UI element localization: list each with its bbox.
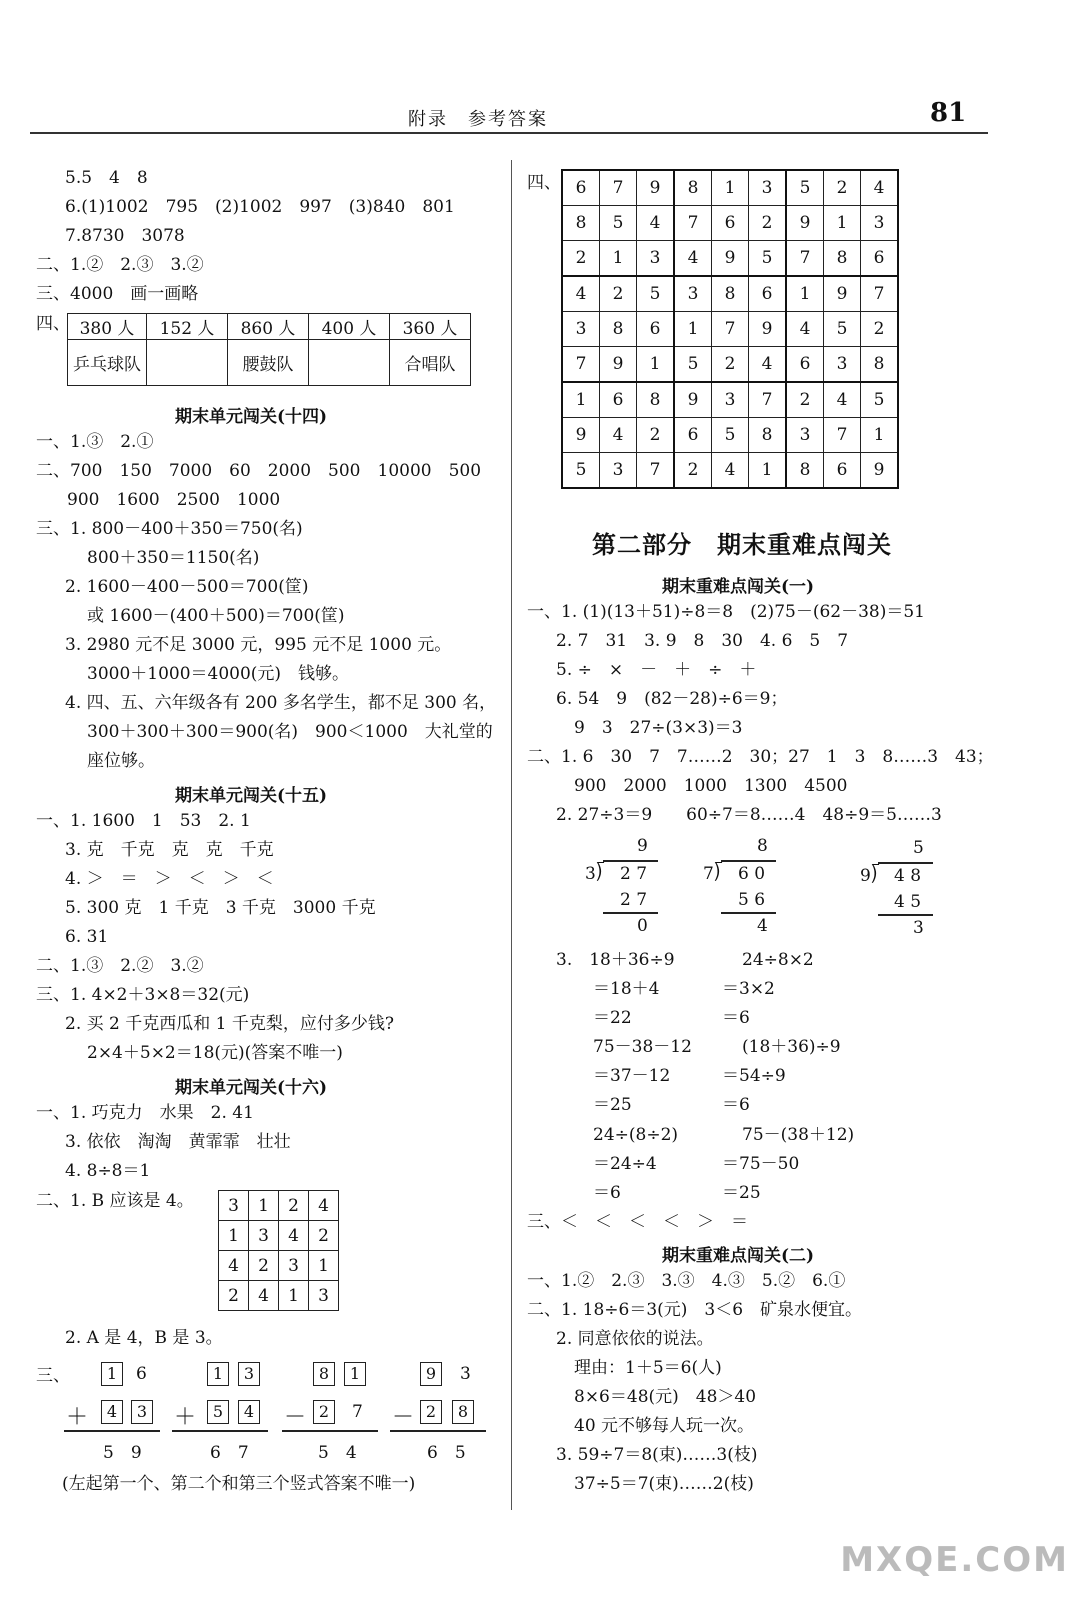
remainder: 3 bbox=[913, 918, 924, 938]
sum-line bbox=[64, 1430, 160, 1432]
grid-cell: 1 bbox=[600, 241, 637, 277]
grid-cell: 9 bbox=[637, 170, 675, 206]
answer-line: 一、1. (1)(13＋51)÷8＝8 (2)75－(62－38)＝51 bbox=[527, 602, 925, 622]
grid-cell: 5 bbox=[786, 170, 824, 206]
grid-cell: 3 bbox=[309, 1281, 339, 1311]
calc-step: 3. 18＋36÷9 bbox=[556, 950, 675, 970]
calc-step: ＝24÷4 bbox=[593, 1154, 657, 1174]
grid-cell: 8 bbox=[600, 312, 637, 347]
digit-box: 4 bbox=[238, 1400, 260, 1424]
grid-cell: 7 bbox=[637, 453, 675, 489]
remainder: 4 bbox=[757, 916, 768, 936]
answer-line: 3. 克 千克 克 克 千克 bbox=[65, 840, 274, 860]
section-title: 期末单元闯关(十四) bbox=[175, 407, 328, 427]
calc-step: ＝75－50 bbox=[722, 1154, 800, 1174]
grid-cell: 4 bbox=[712, 453, 749, 489]
digit-box: 1 bbox=[344, 1362, 366, 1386]
grid-cell: 9 bbox=[749, 312, 787, 347]
grid-cell: 5 bbox=[712, 418, 749, 453]
part-title: 第二部分 期末重难点闯关 bbox=[592, 530, 892, 559]
answer-line: 一、1. 巧克力 水果 2. 41 bbox=[36, 1103, 254, 1123]
grid-cell: 3 bbox=[562, 312, 600, 347]
digit-box: 1 bbox=[207, 1362, 229, 1386]
answer-line: 一、1. 1600 1 53 2. 1 bbox=[36, 811, 251, 831]
answer-line: 一、1.③ 2.① bbox=[36, 432, 154, 452]
division-bar bbox=[878, 862, 933, 864]
grid-cell: 4 bbox=[219, 1251, 249, 1281]
digit-box: 1 bbox=[101, 1362, 123, 1386]
quotient: 5 bbox=[913, 838, 924, 858]
grid-cell: 6 bbox=[824, 453, 861, 489]
sudoku-4x4 bbox=[218, 1190, 339, 1311]
answer-line: 6. 54 9 (82－28)÷6＝9； bbox=[556, 689, 788, 709]
grid-cell: 2 bbox=[600, 276, 637, 312]
answer-line: 2. A 是 4，B 是 3。 bbox=[65, 1328, 223, 1348]
grid-cell: 4 bbox=[562, 276, 600, 312]
grid-cell: 5 bbox=[674, 347, 712, 383]
remainder: 0 bbox=[637, 916, 648, 936]
product: 5 6 bbox=[738, 890, 766, 910]
grid-cell: 8 bbox=[861, 347, 899, 383]
grid-cell: 3 bbox=[861, 206, 899, 241]
calc-step: ＝22 bbox=[593, 1008, 632, 1028]
grid-cell: 4 bbox=[309, 1191, 339, 1221]
table-cell: 乒乓球队 bbox=[68, 340, 147, 386]
grid-cell: 5 bbox=[861, 382, 899, 418]
sudoku-9x9 bbox=[561, 169, 899, 489]
grid-cell: 6 bbox=[637, 312, 675, 347]
grid-cell: 4 bbox=[600, 418, 637, 453]
grid-cell: 3 bbox=[279, 1251, 309, 1281]
page-number: 81 bbox=[930, 98, 967, 128]
footnote: (左起第一个、第二个和第三个竖式答案不唯一) bbox=[62, 1474, 416, 1494]
watermark: MXQE.COM bbox=[840, 1540, 1069, 1580]
section-title: 期末重难点闯关(二) bbox=[662, 1246, 815, 1266]
grid-cell: 8 bbox=[674, 170, 712, 206]
table-cell: 400 人 bbox=[309, 314, 390, 340]
division-bracket: ⟌ bbox=[596, 861, 605, 885]
section-label: 四、 bbox=[527, 173, 561, 193]
result: 6 5 bbox=[427, 1443, 466, 1463]
answer-line: 三、1. 4×2＋3×8＝32(元) bbox=[36, 985, 250, 1005]
answer-line: 5.5 4 8 bbox=[65, 168, 148, 188]
grid-cell: 9 bbox=[861, 453, 899, 489]
answer-line: 900 2000 1000 1300 4500 bbox=[574, 776, 848, 796]
grid-cell: 3 bbox=[786, 418, 824, 453]
grid-cell: 7 bbox=[749, 382, 787, 418]
dividend: 4 8 bbox=[894, 866, 922, 886]
answer-line: 二、1. B 应该是 4。 bbox=[36, 1191, 194, 1211]
grid-cell: 2 bbox=[786, 382, 824, 418]
running-header: 附录 参考答案 bbox=[408, 109, 548, 130]
answer-line: 二、1.③ 2.② 3.② bbox=[36, 956, 204, 976]
grid-cell: 3 bbox=[637, 241, 675, 277]
answer-line: 2. 27÷3＝9 60÷7＝8……4 48÷9＝5……3 bbox=[556, 805, 942, 825]
grid-cell: 8 bbox=[824, 241, 861, 277]
grid-cell: 9 bbox=[562, 418, 600, 453]
table-cell: 860 人 bbox=[228, 314, 309, 340]
grid-cell: 9 bbox=[786, 206, 824, 241]
operator: ＋ bbox=[66, 1405, 89, 1430]
answer-line: 理由：1＋5＝6(人) bbox=[574, 1358, 722, 1378]
grid-cell: 4 bbox=[249, 1281, 279, 1311]
grid-cell: 6 bbox=[712, 206, 749, 241]
grid-cell: 9 bbox=[674, 382, 712, 418]
answer-line: 3. 2980 元不足 3000 元，995 元不足 1000 元。 bbox=[65, 635, 452, 655]
answer-line: 3. 59÷7＝8(束)……3(枝) bbox=[556, 1445, 758, 1465]
grid-cell: 3 bbox=[600, 453, 637, 489]
team-table bbox=[67, 313, 471, 386]
grid-cell: 2 bbox=[309, 1221, 339, 1251]
answer-line: 40 元不够每人玩一次。 bbox=[574, 1416, 755, 1436]
digit-box: 2 bbox=[313, 1400, 335, 1424]
table-cell bbox=[147, 340, 228, 386]
answer-line: 4. 四、五、六年级各有 200 多名学生，都不足 300 名， bbox=[65, 693, 497, 713]
calc-step: ＝37－12 bbox=[593, 1066, 671, 1086]
answer-line: 三、4000 画一画略 bbox=[36, 284, 199, 304]
grid-cell: 2 bbox=[562, 241, 600, 277]
grid-cell: 1 bbox=[309, 1251, 339, 1281]
grid-cell: 1 bbox=[637, 347, 675, 383]
grid-cell: 4 bbox=[279, 1221, 309, 1251]
answer-line: 2. 7 31 3. 9 8 30 4. 6 5 7 bbox=[556, 631, 849, 651]
grid-cell: 3 bbox=[219, 1191, 249, 1221]
answer-line: 2. 1600－400－500＝700(筐) bbox=[65, 577, 309, 597]
grid-cell: 6 bbox=[674, 418, 712, 453]
quotient: 9 bbox=[637, 836, 648, 856]
calc-step: (18＋36)÷9 bbox=[742, 1037, 841, 1057]
calc-step: ＝3×2 bbox=[722, 979, 775, 999]
result: 5 4 bbox=[318, 1443, 357, 1463]
digit-box: 3 bbox=[131, 1400, 153, 1424]
product: 2 7 bbox=[620, 890, 648, 910]
grid-cell: 2 bbox=[637, 418, 675, 453]
answer-line: 9 3 27÷(3×3)＝3 bbox=[574, 718, 743, 738]
divisor: 9 bbox=[860, 866, 871, 886]
digit-box: 8 bbox=[313, 1362, 335, 1386]
grid-cell: 5 bbox=[600, 206, 637, 241]
answer-line: 3. 依依 淘淘 黄霏霏 壮壮 bbox=[65, 1132, 291, 1152]
grid-cell: 2 bbox=[749, 206, 787, 241]
calc-step: ＝6 bbox=[722, 1008, 750, 1028]
answer-line: 2. 买 2 千克西瓜和 1 千克梨，应付多少钱? bbox=[65, 1014, 394, 1034]
calc-step: 75－38－12 bbox=[593, 1037, 692, 1057]
answer-line: 5. 300 克 1 千克 3 千克 3000 千克 bbox=[65, 898, 376, 918]
digit: 6 bbox=[136, 1364, 147, 1384]
answer-line: 5. ÷ × － ＋ ÷ ＋ bbox=[556, 660, 757, 680]
grid-cell: 1 bbox=[674, 312, 712, 347]
sum-line bbox=[282, 1430, 378, 1432]
grid-cell: 8 bbox=[562, 206, 600, 241]
grid-cell: 6 bbox=[600, 382, 637, 418]
subtraction-line bbox=[721, 912, 776, 914]
grid-cell: 8 bbox=[712, 276, 749, 312]
answer-line: 座位够。 bbox=[87, 751, 155, 771]
division-bar bbox=[603, 860, 658, 862]
calc-step: ＝18＋4 bbox=[593, 979, 660, 999]
grid-cell: 4 bbox=[637, 206, 675, 241]
grid-cell: 1 bbox=[249, 1191, 279, 1221]
answer-line: 2×4＋5×2＝18(元)(答案不唯一) bbox=[87, 1043, 343, 1063]
table-cell: 380 人 bbox=[68, 314, 147, 340]
digit-box: 2 bbox=[420, 1400, 442, 1424]
grid-cell: 1 bbox=[824, 206, 861, 241]
grid-cell: 6 bbox=[562, 170, 600, 206]
grid-cell: 4 bbox=[786, 312, 824, 347]
table-cell: 152 人 bbox=[147, 314, 228, 340]
table-cell: 合唱队 bbox=[390, 340, 471, 386]
division-bar bbox=[721, 860, 776, 862]
grid-cell: 4 bbox=[861, 170, 899, 206]
section-label: 三、 bbox=[36, 1366, 70, 1386]
table-cell: 360 人 bbox=[390, 314, 471, 340]
operator: － bbox=[284, 1405, 307, 1430]
calc-step: ＝6 bbox=[593, 1183, 621, 1203]
calc-step: ＝6 bbox=[722, 1095, 750, 1115]
calc-step: ＝54÷9 bbox=[722, 1066, 786, 1086]
grid-cell: 9 bbox=[712, 241, 749, 277]
grid-cell: 4 bbox=[749, 347, 787, 383]
grid-cell: 9 bbox=[824, 276, 861, 312]
calc-step: ＝25 bbox=[722, 1183, 761, 1203]
calc-step: 75－(38＋12) bbox=[742, 1125, 855, 1145]
grid-cell: 4 bbox=[824, 382, 861, 418]
grid-cell: 2 bbox=[219, 1281, 249, 1311]
column-divider bbox=[511, 160, 512, 1510]
grid-cell: 3 bbox=[249, 1221, 279, 1251]
subtraction-line bbox=[878, 914, 933, 916]
grid-cell: 1 bbox=[219, 1221, 249, 1251]
dividend: 2 7 bbox=[620, 864, 648, 884]
answer-line: 4. ＞ ＝ ＞ ＜ ＞ ＜ bbox=[65, 869, 274, 889]
grid-cell: 2 bbox=[249, 1251, 279, 1281]
grid-cell: 8 bbox=[637, 382, 675, 418]
answer-line: 6.(1)1002 795 (2)1002 997 (3)840 801 bbox=[65, 197, 455, 217]
grid-cell: 5 bbox=[637, 276, 675, 312]
dividend: 6 0 bbox=[738, 864, 766, 884]
digit-box: 9 bbox=[420, 1362, 442, 1386]
answer-line: 800＋350＝1150(名) bbox=[87, 548, 260, 568]
grid-cell: 7 bbox=[786, 241, 824, 277]
divisor: 3 bbox=[585, 864, 596, 884]
operator: ＋ bbox=[174, 1405, 197, 1430]
division-bracket: ⟌ bbox=[871, 863, 880, 887]
grid-cell: 7 bbox=[600, 170, 637, 206]
grid-cell: 1 bbox=[749, 453, 787, 489]
grid-cell: 3 bbox=[749, 170, 787, 206]
grid-cell: 5 bbox=[824, 312, 861, 347]
grid-cell: 8 bbox=[749, 418, 787, 453]
grid-cell: 4 bbox=[674, 241, 712, 277]
grid-cell: 7 bbox=[562, 347, 600, 383]
grid-cell: 7 bbox=[861, 276, 899, 312]
answer-line: 三、＜ ＜ ＜ ＜ ＞ ＝ bbox=[527, 1212, 748, 1232]
section-title: 期末单元闯关(十六) bbox=[175, 1078, 328, 1098]
grid-cell: 5 bbox=[749, 241, 787, 277]
answer-line: 二、1. 6 30 7 7……2 30；27 1 3 8……3 43； bbox=[527, 747, 994, 767]
answer-line: 三、1. 800－400＋350＝750(名) bbox=[36, 519, 303, 539]
table-cell: 腰鼓队 bbox=[228, 340, 309, 386]
result: 5 9 bbox=[103, 1443, 142, 1463]
answer-line: 8×6＝48(元) 48＞40 bbox=[574, 1387, 757, 1407]
digit-box: 3 bbox=[238, 1362, 260, 1386]
answer-line: 一、1.② 2.③ 3.③ 4.③ 5.② 6.① bbox=[527, 1271, 846, 1291]
header-rule bbox=[30, 132, 988, 134]
answer-line: 900 1600 2500 1000 bbox=[67, 490, 281, 510]
grid-cell: 3 bbox=[824, 347, 861, 383]
grid-cell: 3 bbox=[712, 382, 749, 418]
divisor: 7 bbox=[703, 864, 714, 884]
answer-line: 二、700 150 7000 60 2000 500 10000 500 bbox=[36, 461, 482, 481]
grid-cell: 2 bbox=[861, 312, 899, 347]
sum-line bbox=[172, 1430, 268, 1432]
table-cell bbox=[309, 340, 390, 386]
grid-cell: 1 bbox=[786, 276, 824, 312]
answer-line: 二、1.② 2.③ 3.② bbox=[36, 255, 204, 275]
calc-step: ＝25 bbox=[593, 1095, 632, 1115]
grid-cell: 3 bbox=[674, 276, 712, 312]
answer-line: 4. 8÷8＝1 bbox=[65, 1161, 151, 1181]
grid-cell: 6 bbox=[861, 241, 899, 277]
grid-cell: 2 bbox=[674, 453, 712, 489]
quotient: 8 bbox=[757, 836, 768, 856]
answer-line: 或 1600－(400＋500)＝700(筐) bbox=[87, 606, 345, 626]
grid-cell: 2 bbox=[824, 170, 861, 206]
section-label: 四、 bbox=[36, 314, 70, 334]
answer-line: 二、1. 18÷6＝3(元) 3＜6 矿泉水便宜。 bbox=[527, 1300, 863, 1320]
grid-cell: 6 bbox=[749, 276, 787, 312]
sum-line bbox=[390, 1430, 486, 1432]
grid-cell: 5 bbox=[562, 453, 600, 489]
product: 4 5 bbox=[894, 892, 922, 912]
grid-cell: 2 bbox=[712, 347, 749, 383]
grid-cell: 6 bbox=[786, 347, 824, 383]
calc-step: 24÷(8÷2) bbox=[593, 1125, 679, 1145]
answer-line: 6. 31 bbox=[65, 927, 109, 947]
digit-box: 8 bbox=[452, 1400, 474, 1424]
answer-line: 7.8730 3078 bbox=[65, 226, 185, 246]
division-bracket: ⟌ bbox=[714, 861, 723, 885]
calc-step: 24÷8×2 bbox=[742, 950, 814, 970]
grid-cell: 7 bbox=[712, 312, 749, 347]
grid-cell: 1 bbox=[562, 382, 600, 418]
grid-cell: 1 bbox=[861, 418, 899, 453]
grid-cell: 2 bbox=[279, 1191, 309, 1221]
grid-cell: 7 bbox=[674, 206, 712, 241]
grid-cell: 1 bbox=[712, 170, 749, 206]
grid-cell: 8 bbox=[786, 453, 824, 489]
digit: 7 bbox=[352, 1402, 363, 1422]
operator: － bbox=[392, 1405, 415, 1430]
answer-line: 37÷5＝7(束)……2(枝) bbox=[574, 1474, 754, 1494]
answer-line: 2. 同意依依的说法。 bbox=[556, 1329, 714, 1349]
digit-box: 4 bbox=[101, 1400, 123, 1424]
result: 6 7 bbox=[210, 1443, 249, 1463]
answer-line: 300＋300＋300＝900(名) 900＜1000 大礼堂的 bbox=[87, 722, 493, 742]
grid-cell: 1 bbox=[279, 1281, 309, 1311]
digit: 3 bbox=[460, 1364, 471, 1384]
digit-box: 5 bbox=[207, 1400, 229, 1424]
grid-cell: 9 bbox=[600, 347, 637, 383]
answer-line: 3000＋1000＝4000(元) 钱够。 bbox=[87, 664, 350, 684]
section-title: 期末重难点闯关(一) bbox=[662, 577, 815, 597]
grid-cell: 7 bbox=[824, 418, 861, 453]
subtraction-line bbox=[603, 912, 658, 914]
section-title: 期末单元闯关(十五) bbox=[175, 786, 328, 806]
